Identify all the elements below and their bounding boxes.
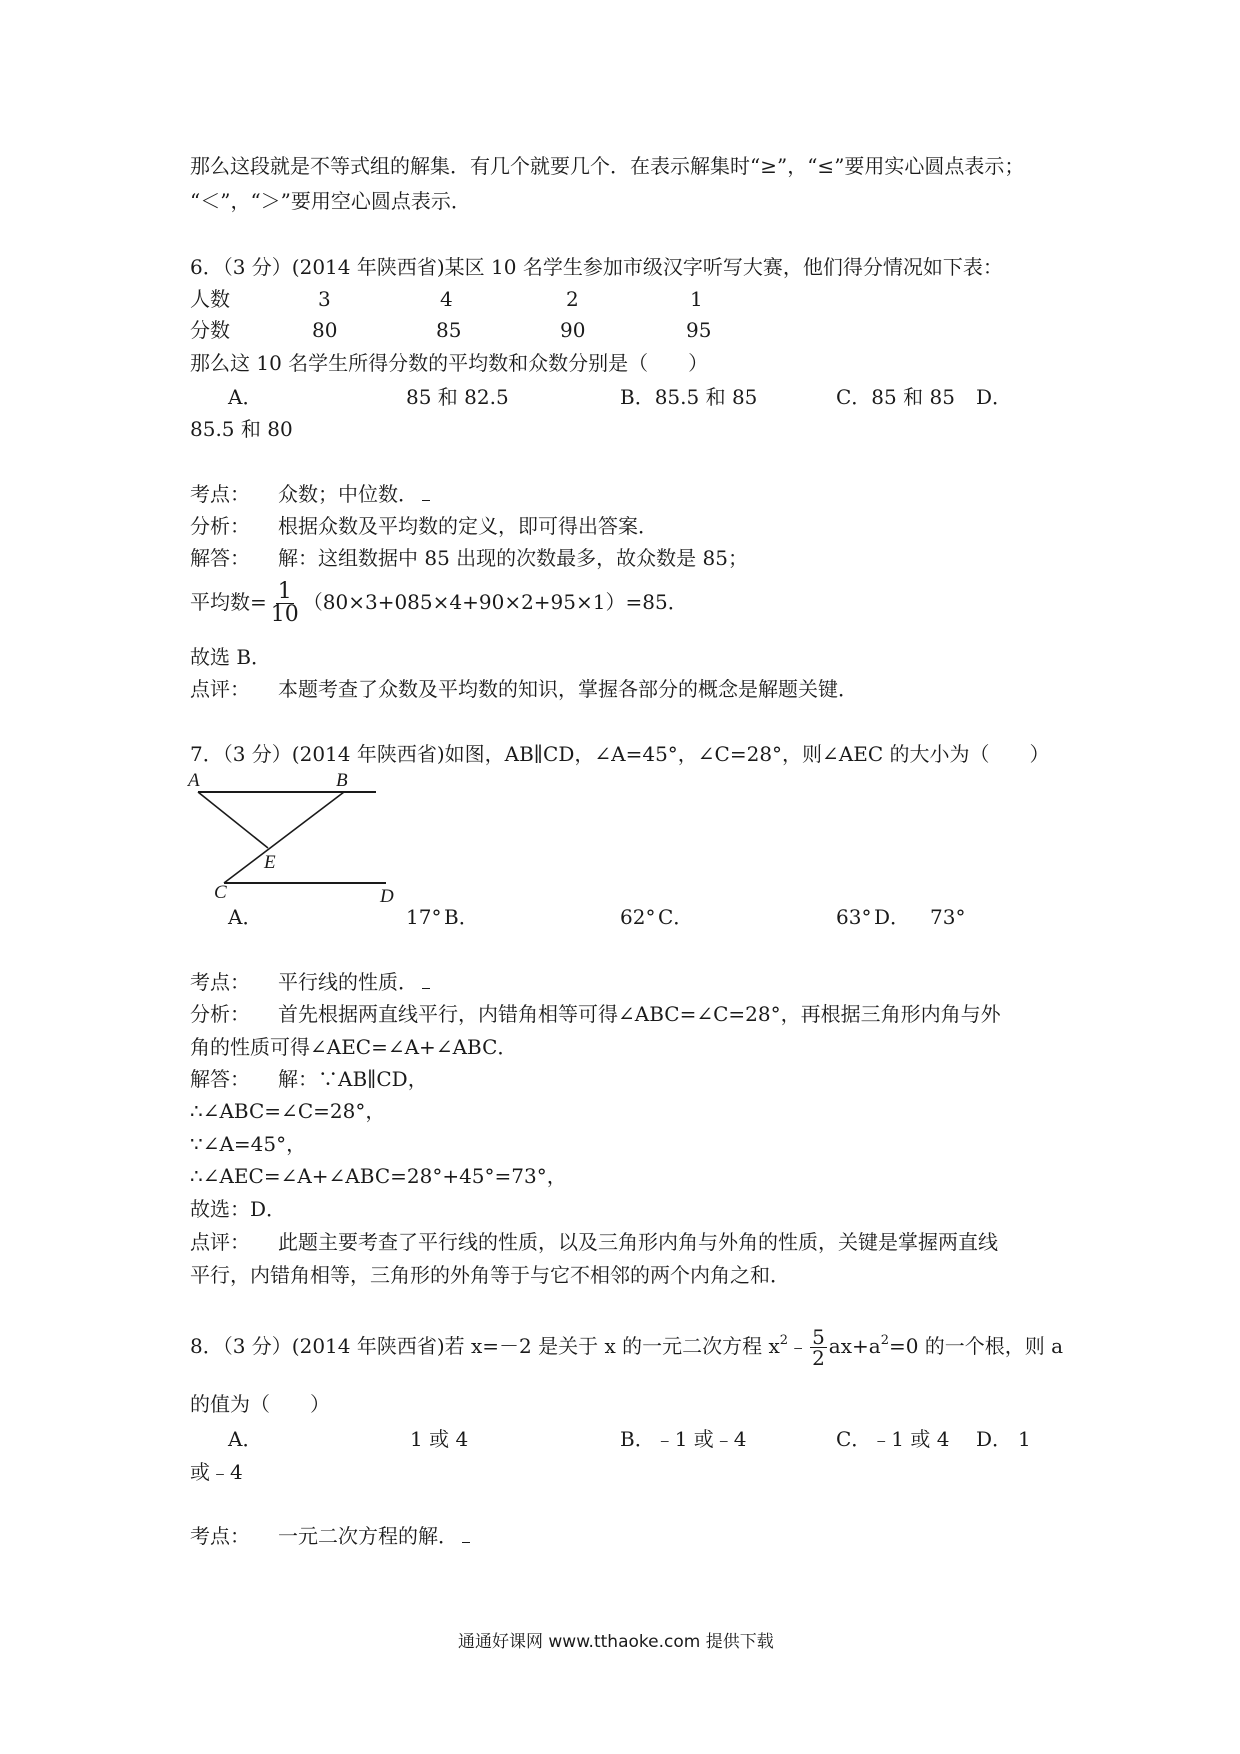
underscore-mark: [422, 486, 430, 501]
q8-stem: [190, 1318, 1063, 1369]
option-d-label: D．: [976, 1427, 1013, 1451]
table-cell: 2: [566, 287, 579, 311]
frac-numerator: 5: [812, 1325, 825, 1349]
q7-fenxi-2: 角的性质可得∠AEC=∠A+∠ABC．: [190, 1035, 518, 1059]
q6-dianping: [190, 675, 858, 703]
option-d-label: D．: [976, 385, 1013, 409]
intro-line-2: “＜”，“＞”要用空心圆点表示．: [190, 189, 471, 213]
q6-stem: 6．（3 分）(2014 年陕西省)某区 10 名学生参加市级汉字听写大赛，他们得分情况如下表：: [190, 255, 1003, 279]
table-cell: 分数: [190, 318, 230, 342]
q8-stem-a: 8．（3 分）(2014 年陕西省)若 x=－2 是关于 x 的一元二次方程 x: [190, 1334, 780, 1358]
table-cell: 3: [318, 287, 331, 311]
option-c: C．85 和 85: [836, 385, 955, 409]
q7-dianping-1: [190, 1228, 998, 1256]
q7-guxuan: 故选：D．: [190, 1197, 287, 1221]
fenxi-label: 分析：: [190, 514, 250, 538]
q8-kaodian: [190, 1522, 470, 1550]
option-c: C．﹣1 或 4: [836, 1427, 950, 1451]
exponent: 2: [880, 1333, 889, 1348]
jieda-label: 解答：: [190, 1067, 250, 1091]
q6-jieda: [190, 544, 748, 572]
point-label-e: E: [264, 852, 276, 873]
fraction: [810, 1327, 827, 1368]
q7-step-1: ∴∠ABC=∠C=28°，: [190, 1099, 386, 1123]
q7-jieda: [190, 1065, 428, 1093]
exponent: 2: [779, 1333, 789, 1348]
q6-guxuan: 故选 B．: [190, 645, 272, 669]
option-a-label: A．: [228, 1427, 263, 1451]
q7-step-3: ∴∠AEC=∠A+∠ABC=28°+45°=73°，: [190, 1164, 567, 1188]
frac-denominator: 10: [270, 602, 299, 627]
option-b-value: 62°: [620, 905, 656, 929]
q6-question: 那么这 10 名学生所得分数的平均数和众数分别是（ ）: [190, 351, 709, 375]
minus-sign: ﹣: [788, 1334, 809, 1358]
table-cell: 85: [436, 318, 462, 342]
option-a: A．: [228, 905, 263, 929]
table-cell: 人数: [190, 287, 230, 311]
dianping-label: 点评：: [190, 677, 250, 701]
jieda-label: 解答：: [190, 546, 250, 570]
underscore-mark: [422, 974, 430, 989]
frac-denominator: 2: [812, 1346, 825, 1370]
fenxi-label: 分析：: [190, 1002, 250, 1026]
jieda-text: 解：∵AB∥CD，: [278, 1067, 428, 1091]
q7-kaodian: [190, 968, 430, 996]
frac-numerator: 1: [277, 579, 292, 604]
q7-stem: 7．（3 分）(2014 年陕西省)如图，AB∥CD，∠A=45°，∠C=28°，则∠AEC 的大小为（ ）: [190, 742, 1050, 766]
underscore-mark: [462, 1528, 470, 1543]
option-d-value: 73°: [930, 905, 966, 929]
option-a-text: 85 和 82.5: [406, 385, 509, 409]
option-a-text: 1 或 4: [410, 1427, 469, 1451]
q6-fenxi: [190, 512, 658, 540]
table-cell: 4: [440, 287, 453, 311]
table-cell: 90: [560, 318, 586, 342]
option-d-text-cont: 或﹣4: [190, 1460, 243, 1484]
jieda-text: 解：这组数据中 85 出现的次数最多，故众数是 85；: [278, 546, 748, 570]
kaodian-text: 平行线的性质．: [278, 970, 418, 994]
fraction: [269, 581, 301, 626]
table-cell: 80: [312, 318, 338, 342]
fenxi-text: 根据众数及平均数的定义，即可得出答案．: [278, 514, 658, 538]
q6-average-formula: [190, 580, 688, 626]
avg-prefix: 平均数=: [190, 590, 267, 614]
q8-stem-b: =0 的一个根，则 a: [888, 1334, 1064, 1358]
kaodian-label: 考点：: [190, 482, 250, 506]
q7-dianping-2: 平行，内错角相等，三角形的外角等于与它不相邻的两个内角之和．: [190, 1263, 790, 1287]
dianping-text: 此题主要考查了平行线的性质，以及三角形内角与外角的性质，关键是掌握两直线: [278, 1230, 998, 1254]
option-b: B．85.5 和 85: [620, 385, 758, 409]
point-label-a: A: [188, 770, 200, 791]
option-c: C．: [658, 905, 694, 929]
option-b: B．﹣1 或﹣4: [620, 1427, 747, 1451]
point-label-c: C: [214, 882, 227, 903]
kaodian-label: 考点：: [190, 1524, 250, 1548]
kaodian-text: 一元二次方程的解．: [278, 1524, 458, 1548]
q8-stem-c: 的值为（ ）: [190, 1392, 330, 1416]
option-c-value: 63°: [836, 905, 872, 929]
kaodian-label: 考点：: [190, 970, 250, 994]
q7-fenxi-1: [190, 1000, 1001, 1028]
segment-ae: [198, 792, 268, 848]
page-footer: 通通好课网 www.tthaoke.com 提供下载: [458, 1632, 774, 1652]
dianping-label: 点评：: [190, 1230, 250, 1254]
dianping-text: 本题考查了众数及平均数的知识，掌握各部分的概念是解题关键．: [278, 677, 858, 701]
option-b: B．: [444, 905, 479, 929]
point-label-d: D: [380, 886, 394, 904]
table-cell: 95: [686, 318, 712, 342]
q7-step-2: ∵∠A=45°，: [190, 1132, 307, 1156]
segment-bc: [224, 792, 344, 883]
option-a-value: 17°: [406, 905, 442, 929]
intro-line-1: 那么这段就是不等式组的解集．有几个就要几个．在表示解集时“≥”，“≤”要用实心圆点表示；: [190, 154, 1025, 178]
fenxi-text: 首先根据两直线平行，内错角相等可得∠ABC=∠C=28°，再根据三角形内角与外: [278, 1002, 1001, 1026]
table-cell: 1: [690, 287, 703, 311]
q6-kaodian: [190, 480, 430, 508]
option-d: D．: [874, 905, 911, 929]
avg-suffix: （80×3+085×4+90×2+95×1）=85．: [302, 590, 688, 614]
kaodian-text: 众数；中位数．: [278, 482, 418, 506]
q8-stem-mid: ax+a: [828, 1334, 881, 1358]
point-label-b: B: [336, 770, 348, 791]
q7-figure: [186, 768, 406, 904]
option-d-text: 85.5 和 80: [190, 417, 293, 441]
option-a-label: A．: [228, 385, 263, 409]
option-d-text: 1: [1018, 1427, 1031, 1451]
